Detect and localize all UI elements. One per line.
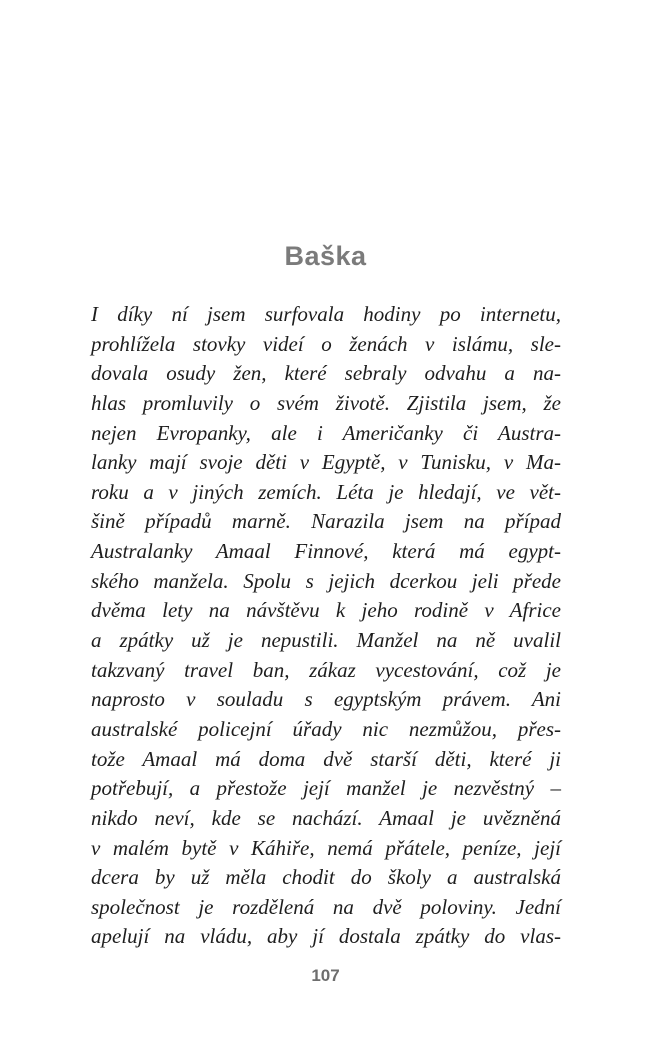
text-line: a zpátky už je nepustili. Manžel na ně uvalil xyxy=(91,628,561,653)
text-line: nejen Evropanky, ale i Američanky či Austra- xyxy=(91,420,561,445)
text-line: I díky ní jsem surfovala hodiny po internetu, xyxy=(91,302,561,326)
text-line: nikdo neví, kde se nachází. Amaal je uvězněná xyxy=(91,805,561,830)
text-line: lanky mají svoje děti v Egyptě, v Tunisku, v Ma- xyxy=(91,450,561,475)
text-line: potřebují, a přestože její manžel je nezvěstný – xyxy=(91,776,561,801)
page-number: 107 xyxy=(311,966,340,985)
text-line: hlas promluvily o svém životě. Zjistila jsem, že xyxy=(91,390,561,415)
chapter-title: Baška xyxy=(284,241,367,271)
body-paragraph xyxy=(91,300,561,952)
text-line: australské policejní úřady nic nezmůžou, přes- xyxy=(91,716,561,741)
text-line: naprosto v souladu s egyptským právem. Ani xyxy=(91,687,561,712)
text-line: dvěma lety na návštěvu k jeho rodině v Africe xyxy=(91,598,561,623)
text-line: šině případů marně. Narazila jsem na případ xyxy=(91,509,561,534)
text-line: takzvaný travel ban, zákaz vycestování, což je xyxy=(91,657,561,682)
text-line: tože Amaal má doma dvě starší děti, které ji xyxy=(91,746,561,771)
text-line: dovala osudy žen, které sebraly odvahu a na- xyxy=(91,361,561,386)
text-line: dcera by už měla chodit do školy a australská xyxy=(91,865,561,890)
text-line: v malém bytě v Káhiře, nemá přátele, peníze, její xyxy=(91,835,561,860)
text-line: roku a v jiných zemích. Léta je hledají, ve vět- xyxy=(91,479,561,504)
text-line: ského manžela. Spolu s jejich dcerkou jeli přede xyxy=(91,568,561,593)
text-line: prohlížela stovky videí o ženách v islámu, sle- xyxy=(91,331,561,356)
text-line: Australanky Amaal Finnové, která má egypt- xyxy=(91,539,561,564)
text-line: apelují na vládu, aby jí dostala zpátky do vlas- xyxy=(91,924,561,949)
text-line: společnost je rozdělená na dvě poloviny. Jední xyxy=(91,894,561,919)
